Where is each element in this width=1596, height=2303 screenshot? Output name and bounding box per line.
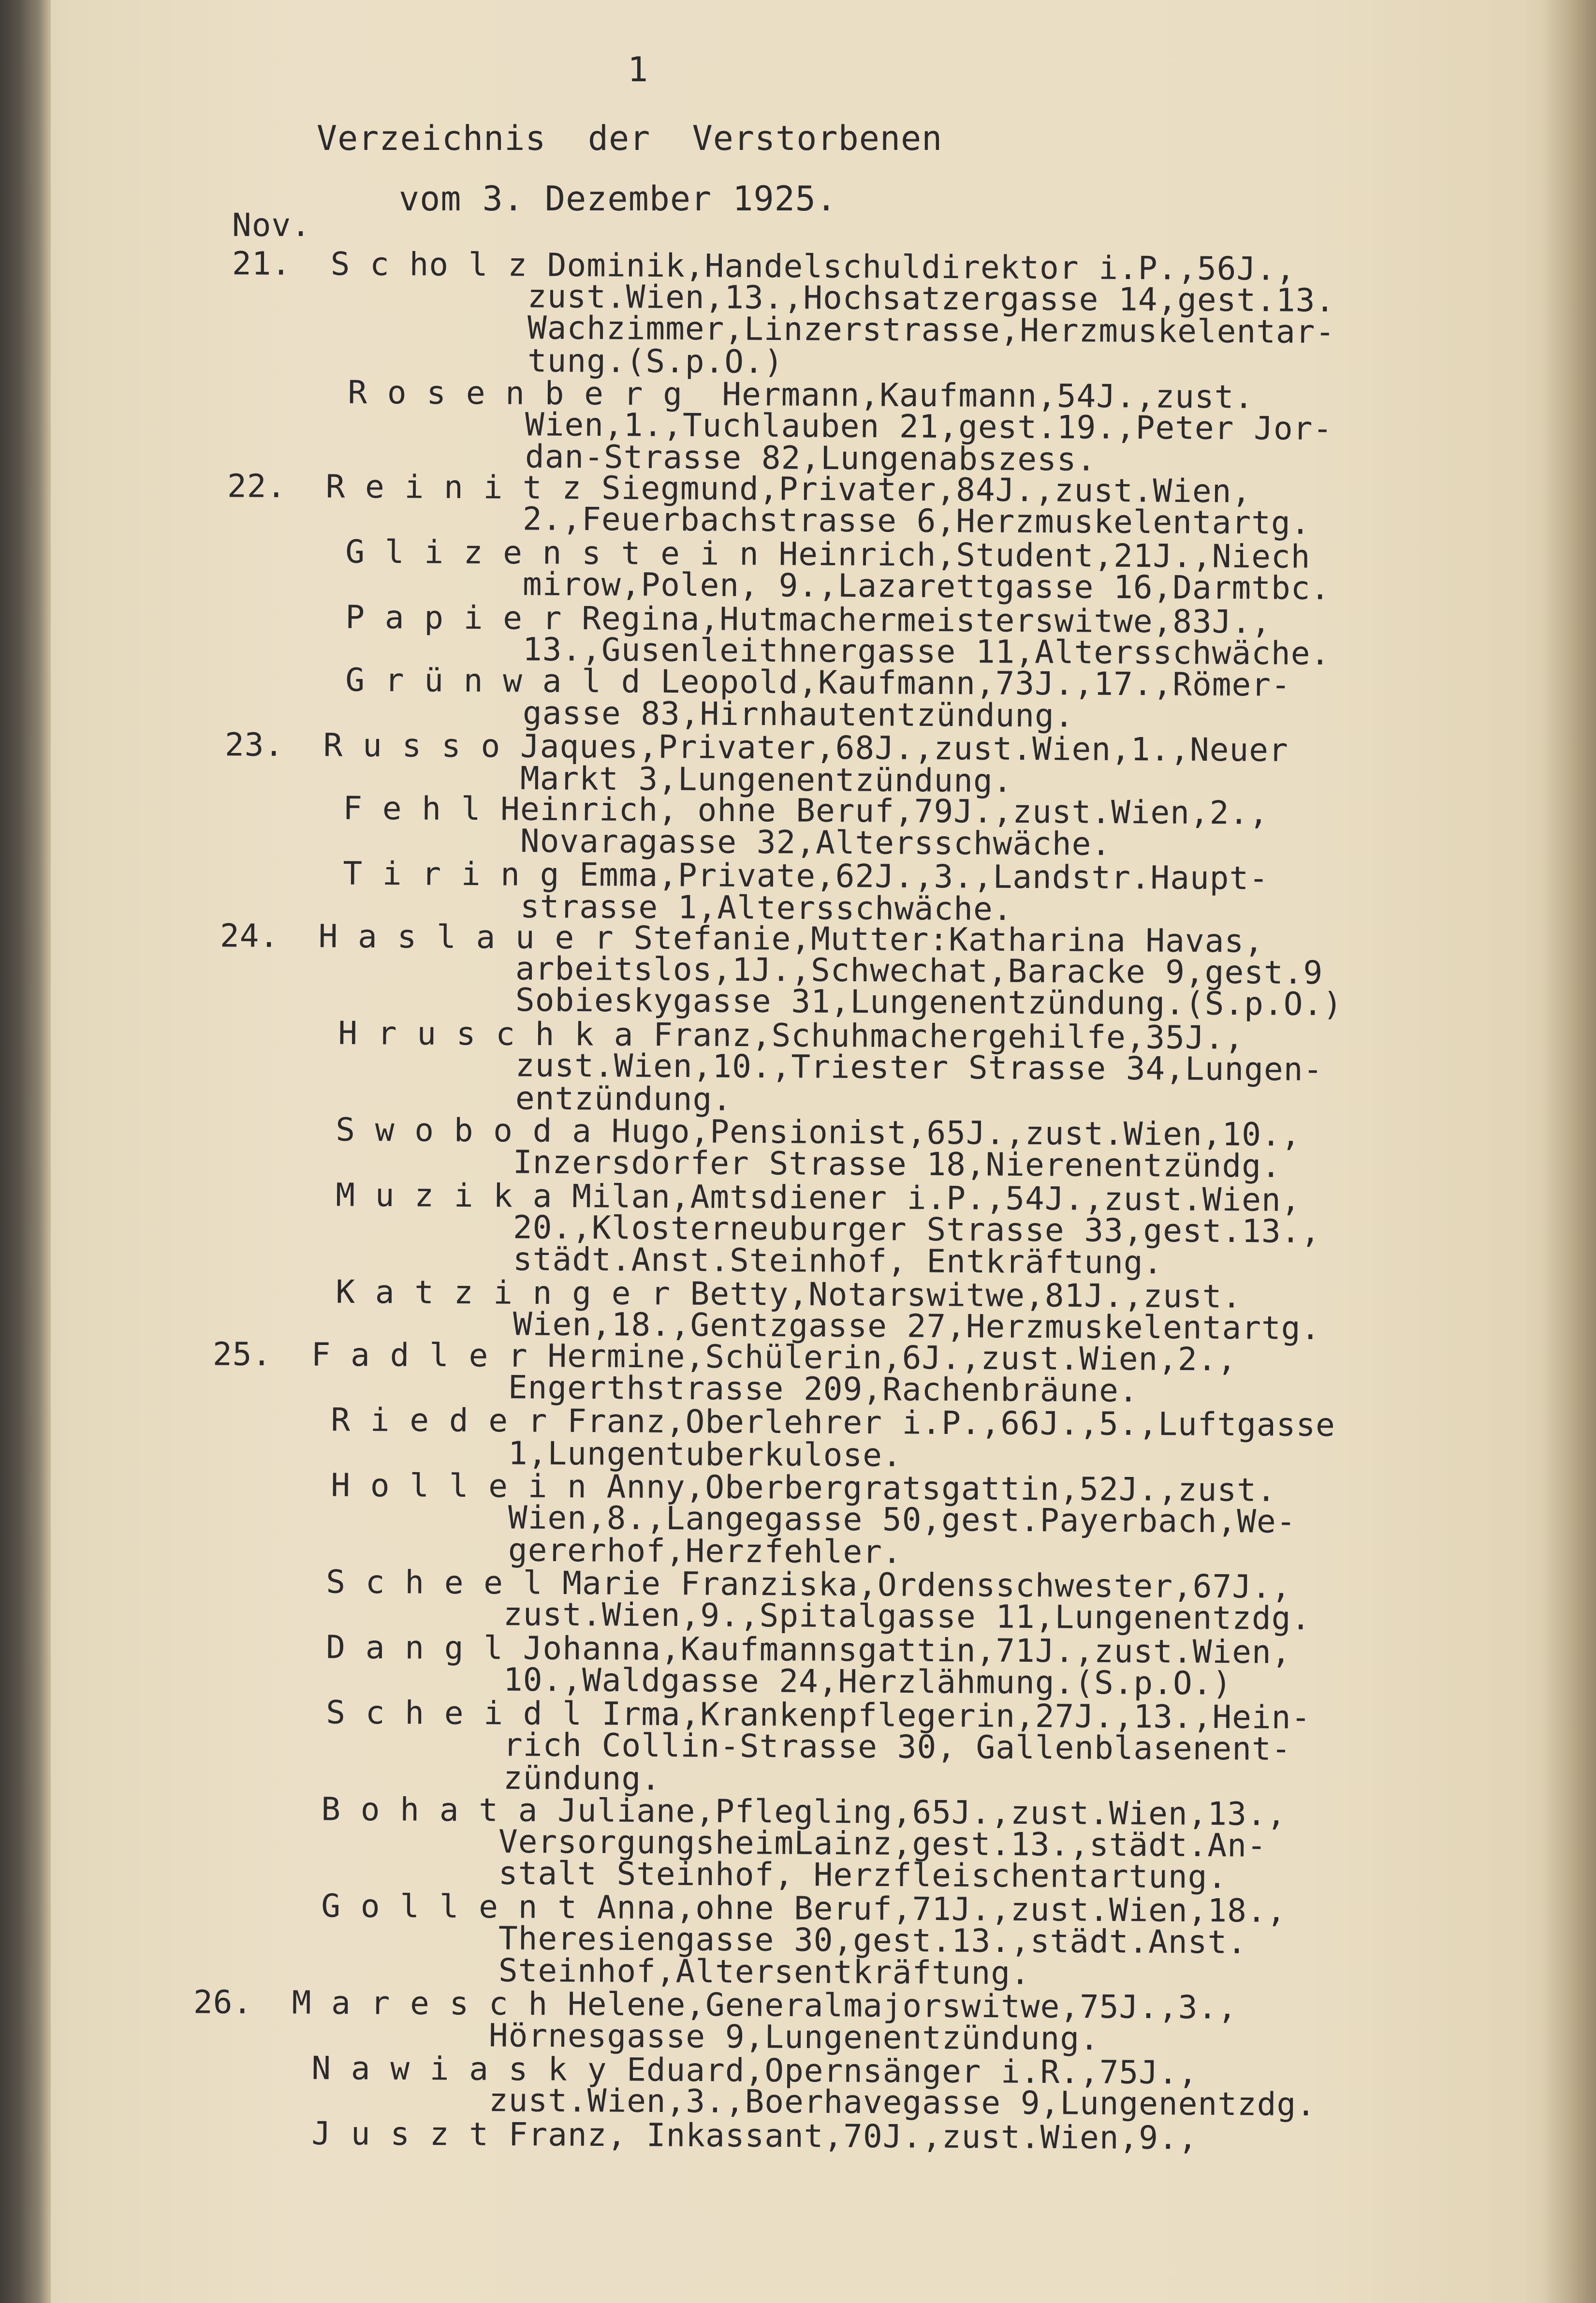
entry-line: 22. R e i n i t z Siegmund,Privater,84J.,zust.Wien, [227, 467, 1252, 510]
entry-line: T i r i n g Emma,Private,62J.,3.,Landstr.Haupt- [224, 854, 1269, 897]
entry-line: Wien,18.,Gentzgasse 27,Herzmuskelentartg. [217, 1304, 1321, 1347]
entry-line: Engerthstrasse 209,Rachenbräune. [212, 1367, 1139, 1410]
entry-line: B o h a t a Juliane,Pflegling,65J.,zust.Wien,13., [203, 1790, 1287, 1833]
entry-line: dan-Strasse 82,Lungenabszess. [229, 436, 1097, 478]
entry-line: 23. R u s s o Jaques,Privater,68J.,zust.Wien,1.,Neuer [224, 726, 1289, 769]
entry-line: R o s e n b e r g Hermann,Kaufmann,54J.,zust. [229, 373, 1254, 416]
entry-line: S c h e e l Marie Franziska,Ordensschwester,67J., [207, 1563, 1291, 1606]
entry-line: Wien,8.,Langegasse 50,gest.Payerbach,We- [212, 1497, 1296, 1540]
entry-line: Sobieskygasse 31,Lungenentzündung.(S.p.O.) [220, 979, 1343, 1023]
entry-line: zust.Wien,3.,Boerhavegasse 9,Lungenentzdg. [193, 2080, 1317, 2124]
entry-line: Markt 3,Lungenentzündung. [224, 758, 1013, 800]
entry-line: G l i z e n s t e i n Heinrich,Student,21J.,Niech [227, 532, 1311, 576]
entry-line: H o l l e i n Anny,Oberbergratsgattin,52J.,zust. [212, 1466, 1276, 1509]
book-binding [0, 0, 51, 2303]
entry-line: S w o b o d a Hugo,Pensionist,65J.,zust.Wien,10., [217, 1110, 1301, 1153]
entry-line: mirow,Polen, 9.,Lazarettgasse 16,Darmtbc. [227, 564, 1331, 607]
entry-line: Inzersdorfer Strasse 18,Nierenentzündg. [217, 1142, 1281, 1185]
entry-line: J u s z t Franz, Inkassant,70J.,zust.Wien,9., [193, 2114, 1198, 2157]
entry-line: 26. M a r e s c h Helene,Generalmajorswitwe,75J.,3., [193, 1983, 1238, 2026]
entry-line: Wien,1.,Tuchlauben 21,gest.19.,Peter Jor- [229, 404, 1333, 447]
page-number: 1 [628, 50, 649, 89]
entry-line: D a n g l Johanna,Kaufmannsgattin,71J.,zust.Wien, [207, 1628, 1291, 1671]
document-subtitle: vom 3. Dezember 1925. [399, 179, 837, 219]
entry-line: R i e d e r Franz,Oberlehrer i.P.,66J.,5.,Luftgasse [212, 1400, 1336, 1444]
entry-line: 21. S c ho l z Dominik,Handelschuldirektor i.P.,56J., [232, 245, 1296, 288]
entry-line: 24. H a s l a u e r Stefanie,Mutter:Katharina Havas, [220, 917, 1264, 960]
entry-line: Theresiengasse 30,gest.13.,städt.Anst. [203, 1918, 1247, 1961]
entry-line: 20.,Klosterneuburger Strasse 33,gest.13., [217, 1207, 1321, 1250]
entry-line: tung.(S.p.O.) [232, 340, 784, 381]
entry-line: städt.Anst.Steinhof, Entkräftung. [217, 1239, 1163, 1282]
entry-line: arbeitslos,1J.,Schwechat,Baracke 9,gest.9 [220, 948, 1323, 991]
entry-line: M u z i k a Milan,Amtsdiener i.P.,54J.,zust.Wien, [217, 1176, 1301, 1219]
entry-line: 2.,Feuerbachstrasse 6,Herzmuskelentartg. [227, 499, 1311, 542]
entry-line: Hörnesgasse 9,Lungenentzündung. [193, 2015, 1100, 2057]
entry-line: strasse 1,Altersschwäche. [224, 886, 1013, 928]
page-edge-shadow [1542, 0, 1596, 2303]
entry-line: 13.,Gusenleithnergasse 11,Altersschwäche. [227, 629, 1331, 672]
entry-line: K a t z i n g e r Betty,Notarswitwe,81J.,zust. [217, 1272, 1242, 1315]
entry-line: H r u s c h k a Franz,Schuhmachergehilfe,35J., [220, 1014, 1245, 1057]
document-title: Verzeichnis der Verstorbenen [317, 118, 943, 158]
entry-line: zust.Wien,9.,Spitalgasse 11,Lungenentzdg. [207, 1594, 1311, 1637]
entry-line: P a p i e r Regina,Hutmachermeisterswitwe,83J., [227, 598, 1272, 641]
entry-line: zust.Wien,10.,Triester Strasse 34,Lungen- [220, 1045, 1323, 1088]
entry-line: G o l l e n t Anna,ohne Beruf,71J.,zust.Wien,18., [203, 1887, 1287, 1930]
entry-line: gasse 83,Hirnhautentzündung. [227, 693, 1074, 735]
entry-line: F e h l Heinrich, ohne Beruf,79J.,zust.Wien,2., [224, 789, 1269, 832]
entry-line: Steinhof,Altersentkräftung. [203, 1950, 1031, 1992]
entry-line: 25. F a d l e r Hermine,Schülerin,6J.,zust.Wien,2., [212, 1335, 1237, 1378]
entry-line: zündung. [207, 1757, 661, 1798]
entry-line: Wachzimmer,Linzerstrasse,Herzmuskelentar- [232, 308, 1335, 351]
entry-line: entzündung. [220, 1078, 732, 1118]
entry-line: S c h e i d l Irma,Krankenpflegerin,27J.,13.,Hein- [207, 1693, 1311, 1736]
entry-line: G r ü n w a l d Leopold,Kaufmann,73J.,17.,Römer- [227, 661, 1291, 704]
entry-line: rich Collin-Strasse 30, Gallenblasenent- [207, 1725, 1291, 1768]
month-label: Nov. [232, 207, 311, 244]
entry-line: N a w i a s k y Eduard,Opernsänger i.R.,75J., [193, 2049, 1198, 2092]
entry-line: Novaragasse 32,Altersschwäche. [224, 821, 1112, 863]
entry-line: 1,Lungentuberkulose. [212, 1433, 902, 1474]
entry-line: stalt Steinhof, Herzfleischentartung. [203, 1853, 1228, 1896]
entry-line: 10.,Waldgasse 24,Herzlähmung.(S.p.O.) [207, 1659, 1232, 1702]
entry-line: zust.Wien,13.,Hochsatzergasse 14,gest.13. [232, 276, 1335, 319]
entry-line: VersorgungsheimLainz,gest.13.,städt.An- [203, 1821, 1267, 1864]
entry-line: gererhof,Herzfehler. [212, 1530, 902, 1571]
